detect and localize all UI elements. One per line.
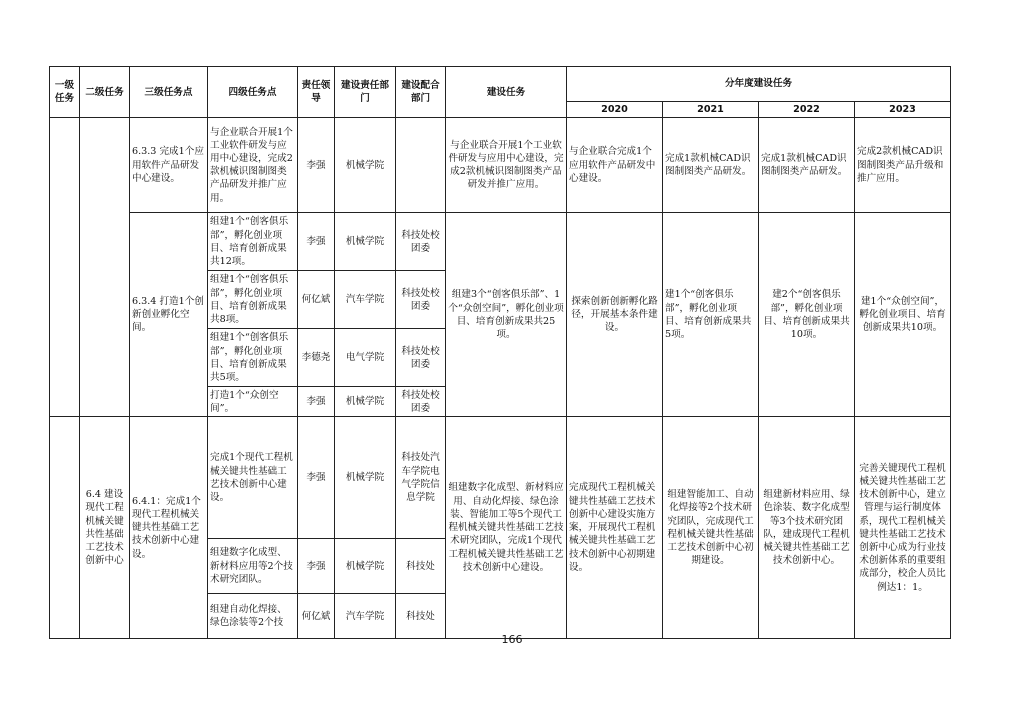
cell-coop: 科技处 xyxy=(396,594,446,639)
header-level1: 一级任务 xyxy=(50,67,80,118)
cell-level4: 组建1个“创客俱乐部”，孵化创业项目、培育创新成果共8项。 xyxy=(208,271,298,329)
cell-dept: 汽车学院 xyxy=(335,271,396,329)
header-year-2022: 2022 xyxy=(759,102,855,118)
cell-2020: 探索创新创新孵化路径，开展基本条件建设。 xyxy=(567,213,663,417)
cell-leader: 李强 xyxy=(298,387,335,417)
cell-level4: 与企业联合开展1个工业软件研发与应用中心建设，完成2款机械识图制图类产品研发并推广应用。 xyxy=(208,118,298,213)
cell-level1-empty xyxy=(50,417,80,639)
header-dept: 建设责任部门 xyxy=(335,67,396,118)
cell-2021: 组建智能加工、自动化焊接等2个技术研究团队，完成现代工程机械关键共性基础工艺技术创新中心初期建设。 xyxy=(663,417,759,639)
header-year-2020: 2020 xyxy=(567,102,663,118)
cell-leader: 何亿斌 xyxy=(298,271,335,329)
cell-dept: 机械学院 xyxy=(335,213,396,271)
cell-task: 组建数字化成型、新材料应用、自动化焊接、绿色涂装、智能加工等5个现代工程机械关键共性基础工艺技术研究团队，完成1个现代工程机械关键共性基础工艺技术创新中心建设。 xyxy=(446,417,567,639)
header-coop: 建设配合部门 xyxy=(396,67,446,118)
cell-level3: 6.4.1：完成1个现代工程机械关键共性基础工艺技术创新中心建设。 xyxy=(130,417,208,639)
cell-level1-empty xyxy=(50,118,80,417)
cell-level4: 组建自动化焊接、绿色涂装等2个技 xyxy=(208,594,298,639)
cell-leader: 李强 xyxy=(298,118,335,213)
cell-coop xyxy=(396,118,446,213)
cell-dept: 汽车学院 xyxy=(335,594,396,639)
cell-2023: 完善关键现代工程机械关键共性基础工艺技术创新中心，建立管理与运行制度体系，现代工程机械关键共性基础工艺技术创新中心成为行业技术创新体系的重要组成部分，校企人员比例达1：1。 xyxy=(855,417,951,639)
page-number: 166 xyxy=(501,633,523,646)
cell-task: 与企业联合开展1个工业软件研发与应用中心建设，完成2款机械识图制图类产品研发并推广应用。 xyxy=(446,118,567,213)
cell-coop: 科技处校团委 xyxy=(396,213,446,271)
cell-level3: 6.3.3 完成1个应用软件产品研发中心建设。 xyxy=(130,118,208,213)
task-table xyxy=(49,66,951,639)
cell-level4: 组建1个“创客俱乐部”，孵化创业项目、培育创新成果共12项。 xyxy=(208,213,298,271)
cell-2020: 完成现代工程机械关键共性基础工艺技术创新中心建设实施方案，开展现代工程机械关键共性基础工艺技术创新中心初期建设。 xyxy=(567,417,663,639)
cell-2023: 建1个“众创空间”，孵化创业项目、培育创新成果共10项。 xyxy=(855,213,951,417)
cell-2021: 完成1款机械CAD识图制图类产品研发。 xyxy=(663,118,759,213)
table-row xyxy=(50,118,951,213)
cell-dept: 电气学院 xyxy=(335,329,396,387)
cell-level2-empty xyxy=(80,118,130,417)
cell-2020: 与企业联合完成1个应用软件产品研发中心建设。 xyxy=(567,118,663,213)
cell-coop: 科技处汽车学院电气学院信息学院 xyxy=(396,417,446,539)
cell-task: 组建3个“创客俱乐部”、1个“众创空间”，孵化创业项目、培育创新成果共25项。 xyxy=(446,213,567,417)
cell-2023: 完成2款机械CAD识图制图类产品升级和推广应用。 xyxy=(855,118,951,213)
cell-level4: 组建1个“创客俱乐部”，孵化创业项目、培育创新成果共5项。 xyxy=(208,329,298,387)
cell-2022: 组建新材料应用、绿色涂装、数字化成型等3个技术研究团队，建成现代工程机械关键共性基础工艺技术创新中心。 xyxy=(759,417,855,639)
cell-level2: 6.4 建设现代工程机械关键共性基础工艺技术创新中心 xyxy=(80,417,130,639)
cell-leader: 李强 xyxy=(298,213,335,271)
cell-level3: 6.3.4 打造1个创新创业孵化空间。 xyxy=(130,213,208,417)
header-task: 建设任务 xyxy=(446,67,567,118)
cell-2021: 建1个“创客俱乐部”，孵化创业项目、培育创新成果共5项。 xyxy=(663,213,759,417)
cell-dept: 机械学院 xyxy=(335,118,396,213)
cell-coop: 科技处 xyxy=(396,539,446,594)
cell-2022: 建2个“创客俱乐部”，孵化创业项目、培育创新成果共10项。 xyxy=(759,213,855,417)
cell-level4: 打造1个“众创空间”。 xyxy=(208,387,298,417)
cell-dept: 机械学院 xyxy=(335,417,396,539)
cell-leader: 李强 xyxy=(298,539,335,594)
cell-level4: 组建数字化成型、新材料应用等2个技术研究团队。 xyxy=(208,539,298,594)
cell-2022: 完成1款机械CAD识图制图类产品研发。 xyxy=(759,118,855,213)
cell-leader: 何亿斌 xyxy=(298,594,335,639)
cell-leader: 李德尧 xyxy=(298,329,335,387)
header-level3: 三级任务点 xyxy=(130,67,208,118)
cell-level4: 完成1个现代工程机械关键共性基础工艺技术创新中心建设。 xyxy=(208,417,298,539)
header-level2: 二级任务 xyxy=(80,67,130,118)
table-row xyxy=(50,417,951,539)
cell-coop: 科技处校团委 xyxy=(396,271,446,329)
header-year-2023: 2023 xyxy=(855,102,951,118)
header-year-2021: 2021 xyxy=(663,102,759,118)
table-row xyxy=(50,213,951,271)
header-leader: 责任领导 xyxy=(298,67,335,118)
cell-leader: 李强 xyxy=(298,417,335,539)
header-annual: 分年度建设任务 xyxy=(567,67,951,102)
cell-dept: 机械学院 xyxy=(335,539,396,594)
cell-coop: 科技处校团委 xyxy=(396,387,446,417)
header-level4: 四级任务点 xyxy=(208,67,298,118)
cell-coop: 科技处校团委 xyxy=(396,329,446,387)
cell-dept: 机械学院 xyxy=(335,387,396,417)
